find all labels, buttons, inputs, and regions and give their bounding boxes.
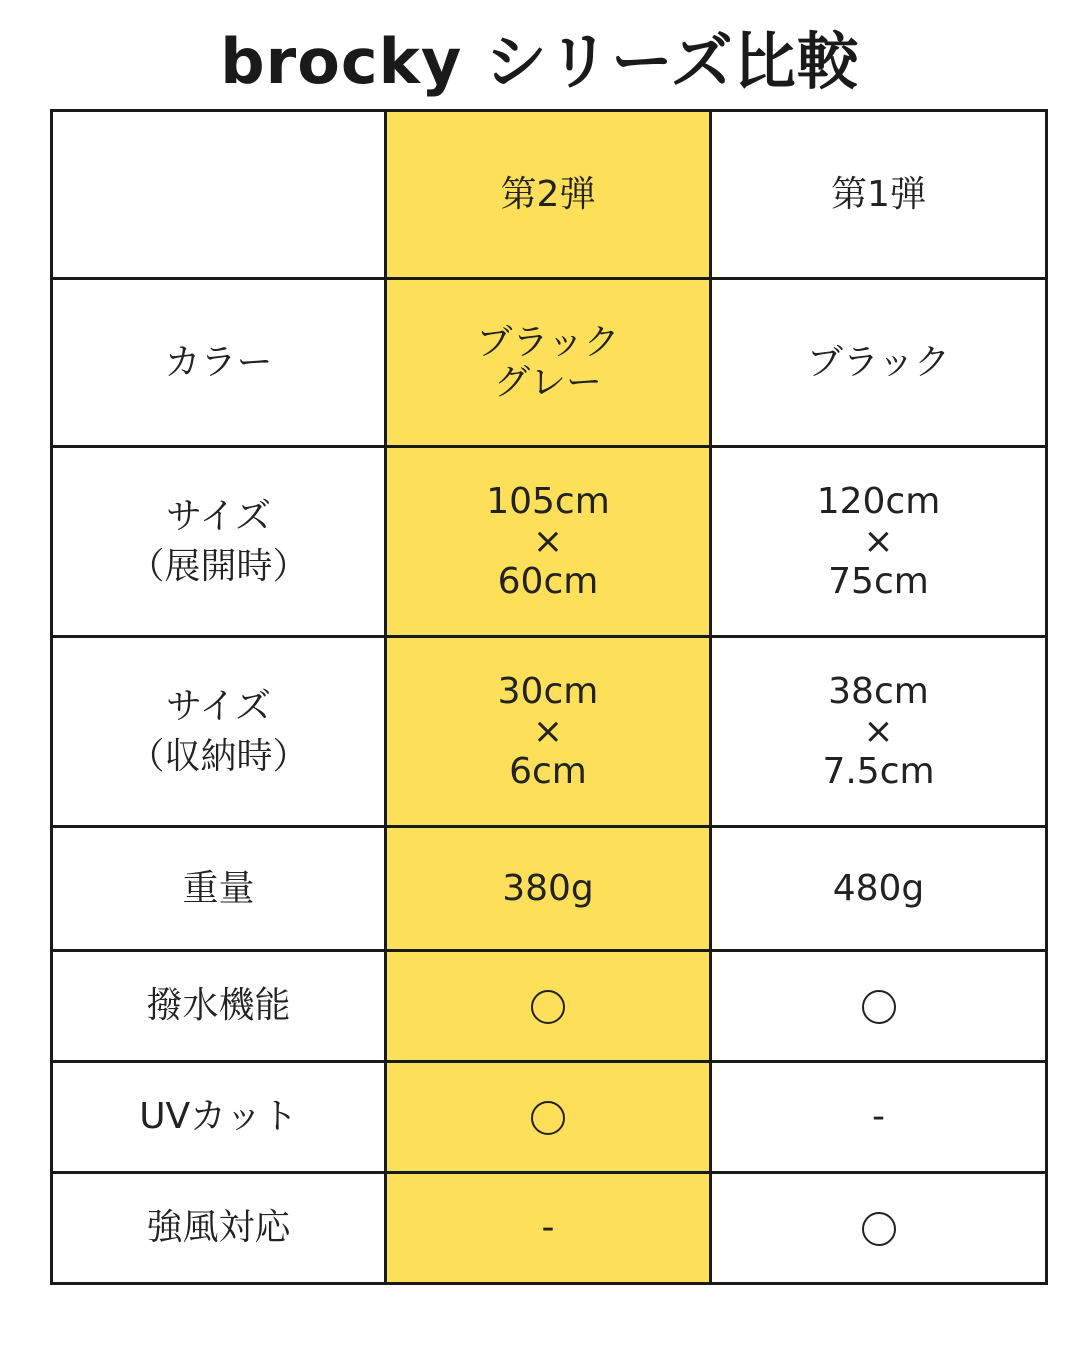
table-row-water-repellent (52, 951, 1047, 1062)
cell-v1-size-open (711, 447, 1047, 637)
cell-v2-size-open (386, 447, 711, 637)
row-label-water-repellent (52, 951, 386, 1062)
value-line: × (532, 520, 564, 562)
value-line: 7.5cm (822, 750, 935, 792)
cell-v2-water-repellent (386, 951, 711, 1062)
row-label-color (52, 279, 386, 447)
value-line: グレー (493, 361, 602, 403)
value-line: 120cm (816, 480, 941, 522)
header-blank-cell (52, 111, 386, 279)
circle-mark-icon (862, 990, 896, 1024)
label-line: 撥水機能 (146, 985, 291, 1026)
value-line: 380g (502, 867, 594, 909)
cell-v2-uv-cut (386, 1062, 711, 1173)
page-title: brocky シリーズ比較 (220, 25, 860, 98)
row-label-weight (52, 827, 386, 951)
row-label-wind-resistant (52, 1173, 386, 1284)
value-line: × (863, 520, 894, 562)
header-col-v1: 第1弾 (711, 111, 1047, 279)
row-label-size-stored (52, 637, 386, 827)
cell-v2-size-stored (386, 637, 711, 827)
row-label-uv-cut (52, 1062, 386, 1173)
label-line: カラー (164, 341, 273, 383)
circle-mark-icon (531, 1101, 565, 1135)
table-row-wind-resistant (52, 1173, 1047, 1284)
value-line: 38cm (828, 670, 929, 712)
value-line: 75cm (828, 560, 929, 602)
cell-v1-color (711, 279, 1047, 447)
cell-v2-weight (386, 827, 711, 951)
label-line: （展開時） (128, 545, 309, 587)
label-line: （収納時） (128, 735, 309, 777)
cell-v1-wind-resistant (711, 1173, 1047, 1284)
cell-v1-uv-cut: - (711, 1062, 1047, 1173)
value-line: 480g (832, 867, 925, 909)
header-col-v2: 第2弾 (386, 111, 711, 279)
cell-v2-wind-resistant: - (386, 1173, 711, 1284)
cell-v1-weight (711, 827, 1047, 951)
cell-v2-color (386, 279, 711, 447)
label-line: 強風対応 (146, 1207, 291, 1248)
row-label-size-open (52, 447, 386, 637)
value-line: 60cm (497, 560, 599, 602)
table-row-size-stored (52, 637, 1047, 827)
label-line: サイズ (165, 495, 272, 537)
value-line: ブラック (806, 341, 951, 383)
cell-v1-size-stored (711, 637, 1047, 827)
value-line: × (532, 710, 564, 752)
table-row-weight (52, 827, 1047, 951)
value-line: 105cm (486, 480, 610, 522)
circle-mark-icon (862, 1212, 896, 1246)
value-line: 30cm (497, 670, 599, 712)
table-header-row (52, 111, 1047, 279)
label-line: 重量 (182, 867, 255, 909)
table-row-color (52, 279, 1047, 447)
circle-mark-icon (531, 990, 565, 1024)
table-row-size-open (52, 447, 1047, 637)
label-line: UVカット (139, 1096, 298, 1137)
table-row-uv-cut (52, 1062, 1047, 1173)
value-line: × (863, 710, 894, 752)
label-line: サイズ (165, 685, 272, 727)
comparison-table (50, 109, 1048, 1285)
cell-v1-water-repellent (711, 951, 1047, 1062)
value-line: ブラック (476, 321, 620, 363)
value-line: 6cm (509, 750, 587, 792)
